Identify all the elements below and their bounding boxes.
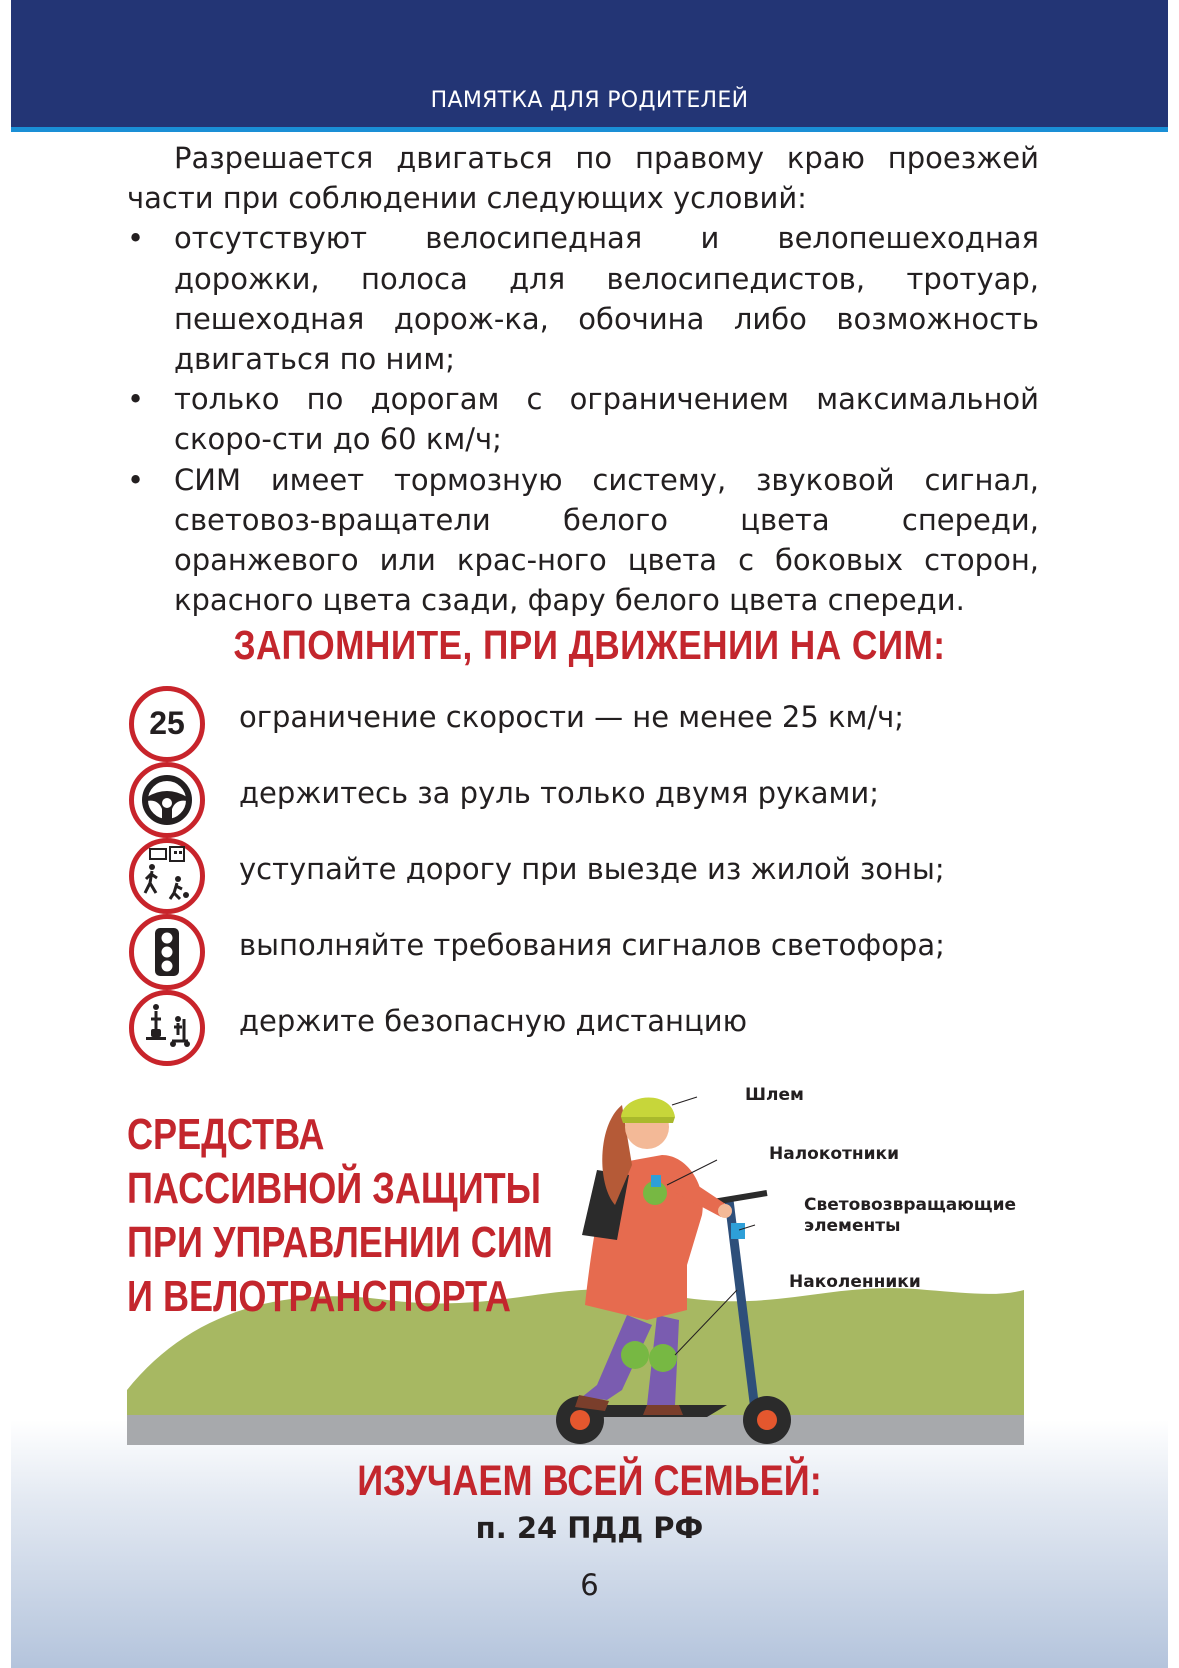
remember-heading: ЗАПОМНИТЕ, ПРИ ДВИЖЕНИИ НА СИМ: [233, 622, 946, 668]
knee-pads-label: Наколенники [789, 1272, 921, 1292]
rule-text: держите безопасную дистанцию [239, 1004, 748, 1038]
page-number: 6 [580, 1568, 599, 1602]
rule-text: ограничение скорости — не менее 25 км/ч; [239, 700, 905, 734]
list-item-text: СИМ имеет тормозную систему, звуковой сигнал, световоз-вращатели белого цвета спереди, оранжевого или крас-ного цвета с боковых сторон, красного цвета сзади, фару белого цвета спереди. [174, 462, 1039, 618]
passive-protection-heading [127, 1108, 553, 1324]
study-heading: ИЗУЧАЕМ ВСЕЙ СЕМЬЕЙ: [357, 1457, 822, 1505]
rule-reference: п. 24 ПДД РФ [475, 1511, 704, 1545]
intro-paragraph: Разрешается двигаться по правому краю проезжей части при соблюдении следующих условий: [127, 141, 1039, 216]
passive-heading-line: ПРИ УПРАВЛЕНИИ СИМ [127, 1218, 553, 1267]
rule-text: держитесь за руль только двумя руками; [239, 776, 880, 810]
list-item-text: отсутствуют велосипедная и велопешеходная дорожки, полоса для велосипедистов, тротуар, пешеходная дорож-ка, обочина либо возможность двигаться по ним; [174, 221, 1039, 377]
bullet: • [127, 462, 145, 497]
speed-limit-value: 25 [149, 705, 185, 741]
passive-heading-line: И ВЕЛОТРАНСПОРТА [127, 1272, 511, 1321]
helmet-label: Шлем [745, 1085, 804, 1105]
traffic-light-icon [129, 914, 205, 990]
list-item [127, 460, 1039, 621]
safe-distance-icon [129, 990, 205, 1066]
residential-zone-icon [129, 838, 205, 914]
rule-text: выполняйте требования сигналов светофора; [239, 928, 945, 962]
passive-heading-line: СРЕДСТВА [127, 1110, 325, 1159]
main-text [127, 138, 1039, 620]
steering-wheel-icon [129, 762, 205, 838]
bullet: • [127, 221, 145, 256]
header-bar [11, 0, 1168, 132]
list-item [127, 218, 1039, 379]
passive-heading-line: ПАССИВНОЙ ЗАЩИТЫ [127, 1164, 541, 1213]
speed-limit-25-icon [129, 686, 205, 762]
rule-text: уступайте дорогу при выезде из жилой зоны; [239, 852, 945, 886]
page [11, 0, 1168, 1668]
elbow-pads-label: Налокотники [769, 1144, 900, 1164]
header-title: ПАМЯТКА ДЛЯ РОДИТЕЛЕЙ [430, 88, 749, 113]
page-edge-left [0, 0, 11, 1668]
list-item [127, 379, 1039, 459]
reflectors-label-line1: Световозвращающие [804, 1195, 1017, 1215]
reflectors-label-line2: элементы [804, 1216, 901, 1236]
conditions-list [127, 218, 1039, 620]
bullet: • [127, 382, 145, 417]
list-item-text: только по дорогам с ограничением максимальной скоро-сти до 60 км/ч; [174, 382, 1039, 457]
page-edge-right [1168, 0, 1179, 1668]
